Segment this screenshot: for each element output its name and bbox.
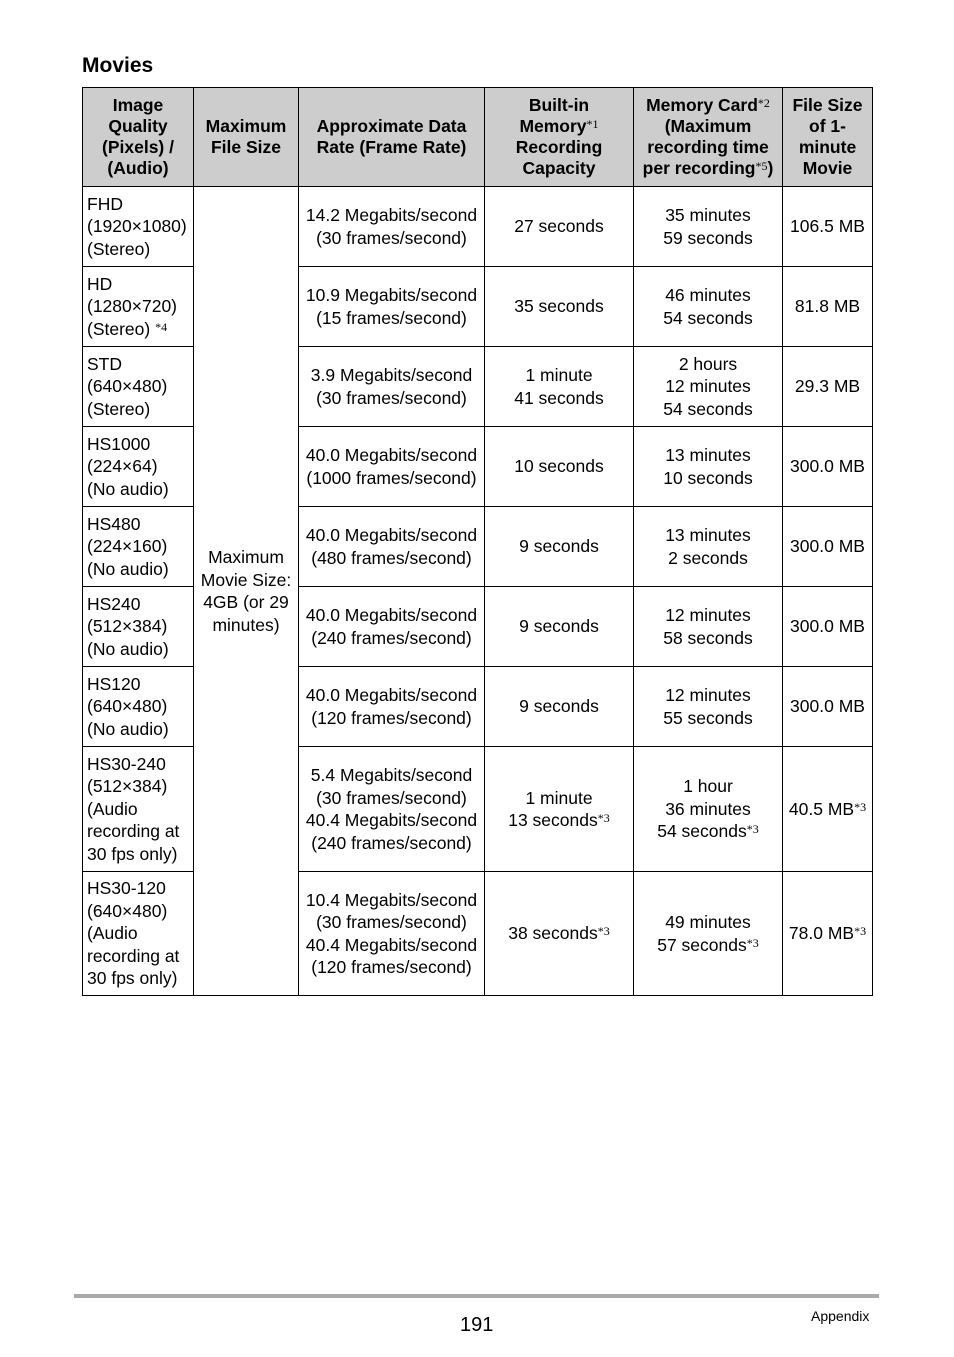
- builtin-capacity-cell: 1 minute 41 seconds: [485, 347, 634, 427]
- max-file-size-cell: Maximum Movie Size: 4GB (or 29 minutes): [194, 187, 299, 996]
- section-title: Movies: [82, 54, 154, 77]
- header-memory-card: Memory Card$^{*2}$ (Maximum recording time per recording$^{*5}$): [634, 88, 783, 187]
- data-rate-cell: 40.0 Megabits/second (1000 frames/second): [299, 427, 485, 507]
- quality-cell: STD (640×480) (Stereo): [83, 347, 194, 427]
- one-minute-size-cell: 106.5 MB: [783, 187, 873, 267]
- quality-cell: HS30-240 (512×384) (Audio recording at 30 fps only): [83, 747, 194, 872]
- header-max-file-size: Maximum File Size: [194, 88, 299, 187]
- one-minute-size-cell: 81.8 MB: [783, 267, 873, 347]
- data-rate-cell: 10.4 Megabits/second (30 frames/second) 40.4 Megabits/second (120 frames/second): [299, 872, 485, 996]
- quality-cell: HS240 (512×384) (No audio): [83, 587, 194, 667]
- footer-section-label: Appendix: [811, 1308, 870, 1324]
- data-rate-cell: 10.9 Megabits/second (15 frames/second): [299, 267, 485, 347]
- builtin-capacity-cell: 10 seconds: [485, 427, 634, 507]
- one-minute-size-cell: 40.5 MB$^{*3}$: [783, 747, 873, 872]
- card-time-cell: 13 minutes 2 seconds: [634, 507, 783, 587]
- page-number: 191: [460, 1314, 494, 1336]
- data-rate-cell: 3.9 Megabits/second (30 frames/second): [299, 347, 485, 427]
- movie-spec-table: [82, 87, 873, 996]
- builtin-capacity-cell: 35 seconds: [485, 267, 634, 347]
- builtin-capacity-cell: 9 seconds: [485, 587, 634, 667]
- builtin-capacity-cell: 27 seconds: [485, 187, 634, 267]
- card-time-cell: 49 minutes 57 seconds$^{*3}$: [634, 872, 783, 996]
- card-time-cell: 2 hours 12 minutes 54 seconds: [634, 347, 783, 427]
- header-builtin-memory: Built-in Memory$^{*1}$ Recording Capacity: [485, 88, 634, 187]
- quality-cell: HS1000 (224×64) (No audio): [83, 427, 194, 507]
- builtin-capacity-cell: 38 seconds$^{*3}$: [485, 872, 634, 996]
- header-row: [83, 88, 873, 187]
- card-time-cell: 12 minutes 55 seconds: [634, 667, 783, 747]
- quality-cell: HD (1280×720) (Stereo) $^{*4}$: [83, 267, 194, 347]
- quality-cell: HS120 (640×480) (No audio): [83, 667, 194, 747]
- header-data-rate: Approximate Data Rate (Frame Rate): [299, 88, 485, 187]
- footer-rule: [74, 1294, 879, 1298]
- card-time-cell: 13 minutes 10 seconds: [634, 427, 783, 507]
- builtin-capacity-cell: 1 minute 13 seconds$^{*3}$: [485, 747, 634, 872]
- data-rate-cell: 40.0 Megabits/second (120 frames/second): [299, 667, 485, 747]
- builtin-capacity-cell: 9 seconds: [485, 667, 634, 747]
- data-rate-cell: 40.0 Megabits/second (240 frames/second): [299, 587, 485, 667]
- one-minute-size-cell: 300.0 MB: [783, 587, 873, 667]
- data-rate-cell: 5.4 Megabits/second (30 frames/second) 40.4 Megabits/second (240 frames/second): [299, 747, 485, 872]
- quality-cell: FHD (1920×1080) (Stereo): [83, 187, 194, 267]
- data-rate-cell: 40.0 Megabits/second (480 frames/second): [299, 507, 485, 587]
- card-time-cell: 1 hour 36 minutes 54 seconds$^{*3}$: [634, 747, 783, 872]
- one-minute-size-cell: 78.0 MB$^{*3}$: [783, 872, 873, 996]
- one-minute-size-cell: 29.3 MB: [783, 347, 873, 427]
- card-time-cell: 46 minutes 54 seconds: [634, 267, 783, 347]
- quality-cell: HS30-120 (640×480) (Audio recording at 30 fps only): [83, 872, 194, 996]
- one-minute-size-cell: 300.0 MB: [783, 427, 873, 507]
- header-one-minute-size: File Size of 1-minute Movie: [783, 88, 873, 187]
- data-rate-cell: 14.2 Megabits/second (30 frames/second): [299, 187, 485, 267]
- table-row: [83, 187, 873, 267]
- quality-cell: HS480 (224×160) (No audio): [83, 507, 194, 587]
- header-image-quality: Image Quality (Pixels) / (Audio): [83, 88, 194, 187]
- builtin-capacity-cell: 9 seconds: [485, 507, 634, 587]
- card-time-cell: 35 minutes 59 seconds: [634, 187, 783, 267]
- card-time-cell: 12 minutes 58 seconds: [634, 587, 783, 667]
- one-minute-size-cell: 300.0 MB: [783, 667, 873, 747]
- one-minute-size-cell: 300.0 MB: [783, 507, 873, 587]
